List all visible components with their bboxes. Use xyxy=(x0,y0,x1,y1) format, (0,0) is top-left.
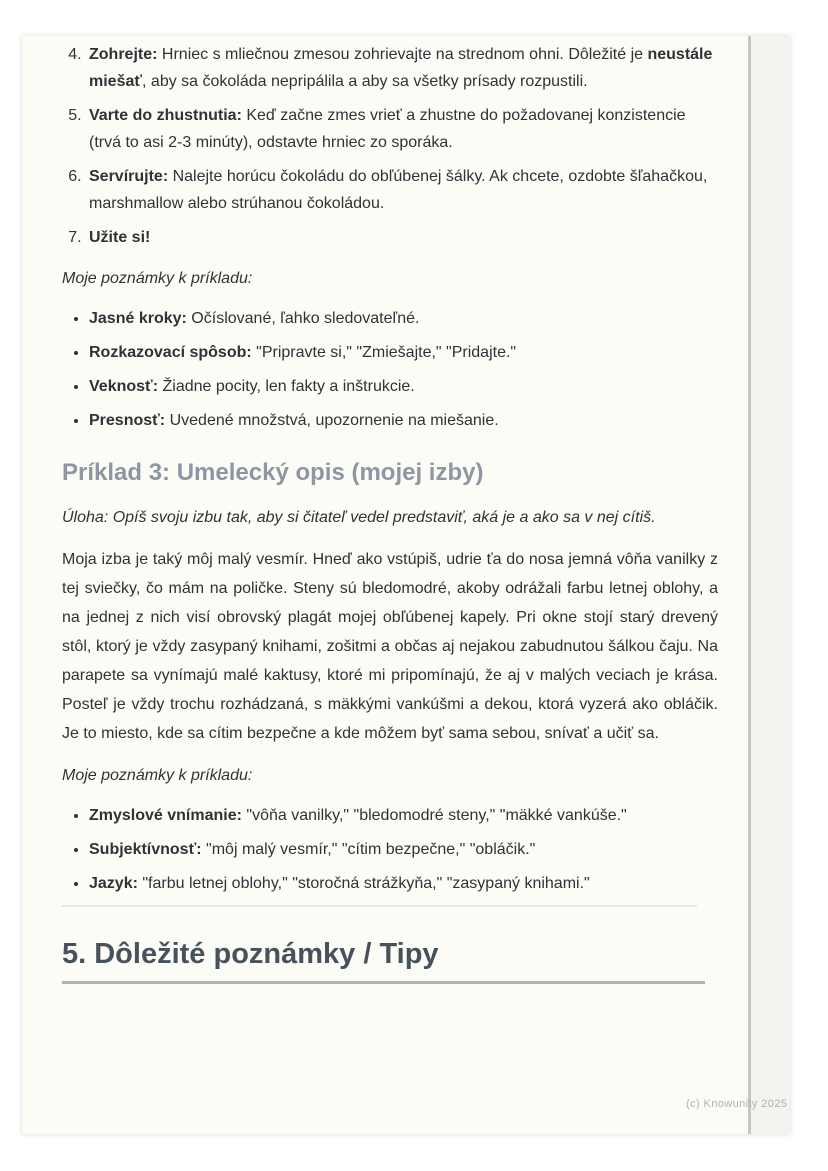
note-item xyxy=(89,339,718,366)
note-item xyxy=(89,870,718,897)
note-label: Presnosť: xyxy=(89,412,166,429)
example3-paragraph: Moja izba je taký môj malý vesmír. Hneď ako vstúpiš, udrie ťa do nosa jemná vôňa vanilky z tej sviečky, čo mám na poličke. Steny sú bledomodré, akoby odrážali farbu letnej oblohy, a na jednej z nich visí obrovský plagát mojej obľúbenej kapely. Pri okne stojí starý drevený stôl, ktorý je vždy zasypaný knihami, zošitmi a občas aj nejakou zabudnutou šálkou čaju. Na parapete sa vynímajú malé kaktusy, ktoré mi pripomínajú, že aj v malých veciach je krása. Posteľ je vždy trochu rozhádzaná, s mäkkými vankúšmi a dekou, ktorá vyzerá ako obláčik. Je to miesto, kde sa cítim bezpečne a kde môžem byť sama sebou, snívať a učiť sa. xyxy=(62,551,718,742)
step-label: Varte do zhustnutia: xyxy=(89,107,242,124)
note-item xyxy=(89,305,718,332)
notes-intro: Moje poznámky k príkladu: xyxy=(62,270,253,287)
step-text: Nalejte horúcu čokoládu do obľúbenej šálky. Ak chcete, ozdobte šľahačkou, marshmallow alebo strúhanou čokoládou. xyxy=(89,168,708,212)
step-label: Servírujte: xyxy=(89,168,169,185)
note-text: "farbu letnej oblohy," "storočná strážkyňa," "zasypaný knihami." xyxy=(142,875,590,892)
step-label: Zohrejte: xyxy=(89,46,158,63)
document-page xyxy=(22,36,790,1134)
example3-task: Úloha: Opíš svoju izbu tak, aby si čitateľ vedel predstaviť, aká je a ako sa v nej cítiš. xyxy=(62,509,656,526)
note-text: Uvedené množstvá, upozornenie na miešanie. xyxy=(169,412,499,429)
scrollbar-track[interactable] xyxy=(748,36,751,1134)
example3-heading: Príklad 3: Umelecký opis (mojej izby) xyxy=(62,459,484,486)
notes-list-2 xyxy=(62,802,718,897)
notes-list-1 xyxy=(62,305,718,434)
notes-intro: Moje poznámky k príkladu: xyxy=(62,767,253,784)
step-text: Hrniec s mliečnou zmesou zohrievajte na strednom ohni. Dôležité je xyxy=(161,46,644,63)
note-text: "Pripravte si," "Zmiešajte," "Pridajte." xyxy=(256,344,517,361)
recipe-step-item xyxy=(86,224,718,251)
note-item xyxy=(89,373,718,400)
note-item xyxy=(89,407,718,434)
note-item xyxy=(89,802,718,829)
note-item xyxy=(89,836,718,863)
note-text: Žiadne pocity, len fakty a inštrukcie. xyxy=(162,378,415,395)
section-divider xyxy=(62,905,697,907)
note-text: Očíslované, ľahko sledovateľné. xyxy=(191,310,420,327)
note-label: Rozkazovací spôsob: xyxy=(89,344,252,361)
document-content xyxy=(62,41,718,984)
note-label: Subjektívnosť: xyxy=(89,841,202,858)
recipe-steps-list xyxy=(62,41,718,251)
step-text: Keď začne zmes vrieť a zhustne do požadovanej konzistencie (trvá to asi 2-3 minúty), odstavte hrniec zo sporáka. xyxy=(89,107,686,151)
note-label: Zmyslové vnímanie: xyxy=(89,807,242,824)
note-text: "môj malý vesmír," "cítim bezpečne," "obláčik." xyxy=(206,841,536,858)
recipe-step-item xyxy=(86,41,718,95)
step-label: Užite si! xyxy=(89,229,151,246)
watermark: (c) Knowunity 2025 xyxy=(686,1098,788,1110)
step-emphasis: neustále miešať xyxy=(89,46,713,90)
note-text: "vôňa vanilky," "bledomodré steny," "mäkké vankúše." xyxy=(246,807,627,824)
recipe-step-item xyxy=(86,163,718,217)
step-text: , aby sa čokoláda nepripálila a aby sa všetky prísady rozpustili. xyxy=(142,73,588,90)
note-label: Jazyk: xyxy=(89,875,138,892)
recipe-step-item xyxy=(86,102,718,156)
note-label: Jasné kroky: xyxy=(89,310,187,327)
section5-heading: 5. Dôležité poznámky / Tipy xyxy=(62,937,705,984)
page-right-strip xyxy=(751,36,790,1134)
note-label: Veknosť: xyxy=(89,378,159,395)
